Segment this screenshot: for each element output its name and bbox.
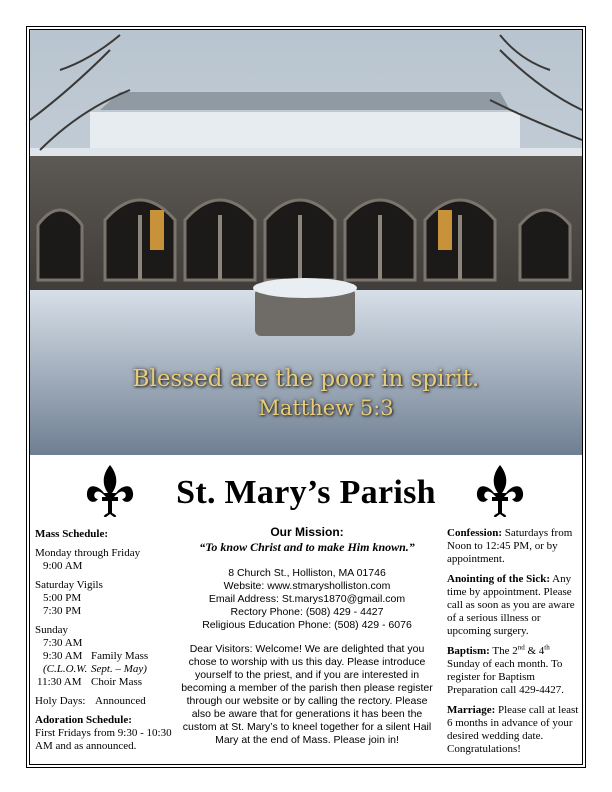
weekday-label: Monday through Friday bbox=[35, 547, 141, 559]
rectory-phone: Rectory Phone: (508) 429 - 4427 bbox=[230, 606, 384, 618]
welcome-message: Dear Visitors: Welcome! We are delighted that you chose to worship with us this day. Please introduce yourself to the priest, and if you are interested in becoming a member of the parish then please register through our website or by calling the rectory. Please also be aware that for generations it has been the custom at St. Mary’s to kneel together for a silent Hail Mary at the end of Mass. Please join in! bbox=[181, 643, 433, 746]
sunday-row bbox=[35, 637, 175, 650]
weekday-time: 9:00 AM bbox=[43, 560, 83, 572]
contact-info bbox=[176, 567, 438, 632]
fleur-de-lis-icon bbox=[474, 463, 526, 519]
address: 8 Church St., Holliston, MA 01746 bbox=[228, 567, 386, 579]
confession-label: Confession: bbox=[447, 527, 503, 539]
website: Website: www.stmarysholliston.com bbox=[223, 580, 391, 592]
anointing-label: Anointing of the Sick: bbox=[447, 573, 550, 585]
religious-ed-phone: Religious Education Phone: (508) 429 - 6076 bbox=[202, 619, 412, 631]
mass-schedule-heading: Mass Schedule: bbox=[35, 528, 109, 540]
sunday-desc: Sept. – May) bbox=[91, 663, 147, 675]
sunday-time: 9:30 AM bbox=[43, 650, 83, 662]
baptism-label: Baptism: bbox=[447, 645, 490, 657]
email: Email Address: St.marys1870@gmail.com bbox=[208, 593, 406, 605]
saturday-time: 5:00 PM bbox=[43, 592, 82, 604]
mission-heading: Our Mission: bbox=[270, 525, 344, 539]
anointing-text: Any time by appointment. Please call as soon as you are aware of a serious illness or upcoming surgery. bbox=[447, 573, 575, 637]
mass-schedule-column bbox=[35, 528, 175, 753]
marriage-paragraph bbox=[447, 704, 579, 756]
sunday-time: 7:30 AM bbox=[43, 637, 83, 649]
sunday-label: Sunday bbox=[35, 624, 68, 636]
holy-days-row bbox=[35, 695, 175, 708]
baptism-superscript: th bbox=[544, 643, 550, 652]
mission-quote: “To know Christ and to make Him known.” bbox=[199, 540, 415, 554]
saturday-time: 7:30 PM bbox=[43, 605, 82, 617]
baptism-paragraph bbox=[447, 645, 579, 697]
sunday-row bbox=[35, 650, 175, 663]
parish-title: St. Mary’s Parish bbox=[176, 474, 436, 511]
sunday-time: 11:30 AM bbox=[37, 676, 82, 688]
saturday-label: Saturday Vigils bbox=[35, 579, 103, 591]
sunday-row bbox=[35, 663, 175, 676]
confession-paragraph bbox=[447, 527, 579, 566]
sunday-desc: Choir Mass bbox=[91, 676, 143, 688]
baptism-text-part: Sunday of each month. To register for Baptism Preparation call 429-4427. bbox=[447, 658, 564, 696]
baptism-text-part: The 2 bbox=[492, 645, 518, 657]
cloister-photo bbox=[30, 30, 582, 455]
marriage-text: Please call at least 6 months in advance of your desired wedding date. Congratulations! bbox=[447, 704, 579, 755]
holy-days-value: Announced bbox=[95, 695, 146, 707]
scripture-verse: Blessed are the poor in spirit. bbox=[132, 366, 480, 392]
sacraments-column bbox=[447, 527, 579, 763]
sunday-desc: Family Mass bbox=[91, 650, 149, 662]
adoration-text: First Fridays from 9:30 - 10:30 AM and as announced. bbox=[35, 727, 172, 752]
adoration-heading: Adoration Schedule: bbox=[35, 714, 132, 726]
anointing-paragraph bbox=[447, 573, 579, 638]
baptism-text-part: & 4 bbox=[524, 645, 545, 657]
marriage-label: Marriage: bbox=[447, 704, 496, 716]
mission-column bbox=[176, 525, 438, 747]
sunday-time: (C.L.O.W. bbox=[43, 663, 88, 675]
confession-text: Saturdays from Noon to 12:45 PM, or by appointment. bbox=[447, 527, 573, 565]
sunday-row bbox=[35, 676, 175, 689]
scripture-reference: Matthew 5:3 bbox=[258, 396, 394, 420]
baptism-superscript: nd bbox=[517, 643, 525, 652]
holy-days-label: Holy Days: bbox=[35, 695, 86, 707]
